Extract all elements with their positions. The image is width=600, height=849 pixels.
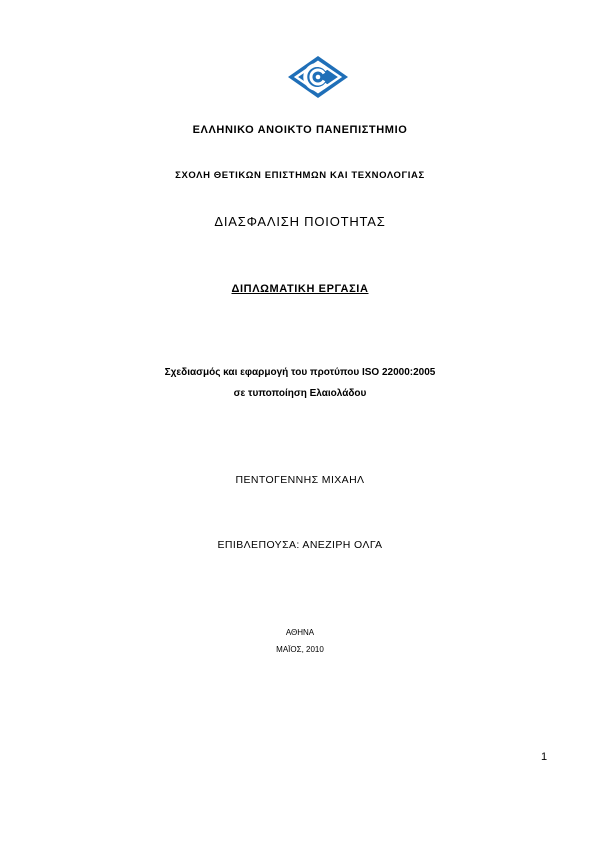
thesis-title-line-2: σε τυποποίηση Ελαιολάδου (233, 388, 367, 399)
school-name: ΣΧΟΛΗ ΘΕΤΙΚΩΝ ΕΠΙΣΤΗΜΩΝ ΚΑΙ ΤΕΧΝΟΛΟΓΙΑΣ (175, 170, 425, 181)
author-name: ΠΕΝΤΟΓΕΝΝΗΣ ΜΙΧΑΗΛ (235, 474, 365, 486)
city: ΑΘΗΝΑ (285, 628, 315, 637)
thesis-type: ΔΙΠΛΩΜΑΤΙΚΗ ΕΡΓΑΣΙΑ (231, 283, 369, 295)
publication-date: ΜΑΪΟΣ, 2010 (276, 645, 324, 654)
page-number: 1 (541, 751, 548, 763)
supervisor-name: ΕΠΙΒΛΕΠΟΥΣΑ: ΑΝΕΖΙΡΗ ΟΛΓΑ (217, 539, 383, 551)
university-logo-icon (286, 54, 350, 100)
program-name: ΔΙΑΣΦΑΛΙΣΗ ΠΟΙΟΤΗΤΑΣ (214, 214, 386, 229)
university-name: ΕΛΛΗΝΙΚΟ ΑΝΟΙΚΤΟ ΠΑΝΕΠΙΣΤΗΜΙΟ (192, 124, 408, 136)
thesis-title-line-1: Σχεδιασμός και εφαρμογή του προτύπου ISO 22000:2005 (164, 367, 436, 378)
